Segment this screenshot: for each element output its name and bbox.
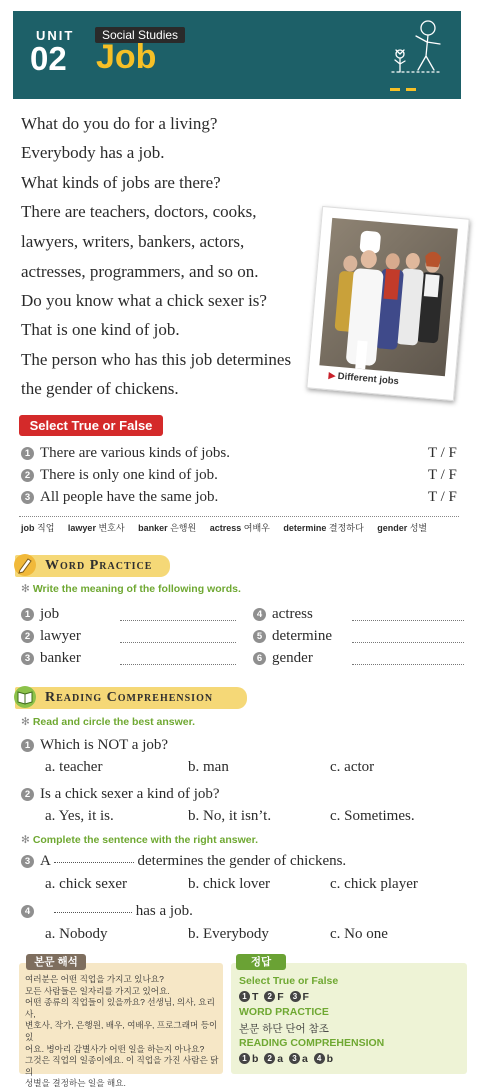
true-false-heading: Select True or False (19, 415, 163, 436)
fill-in-blank[interactable] (54, 912, 132, 913)
question: 4 has a job. (21, 903, 193, 920)
word-practice-answer: 본문 하단 단어 참조 (239, 1023, 329, 1035)
answer-option[interactable]: b. Everybody (188, 926, 269, 942)
vocab-item: job 직업 (21, 523, 55, 533)
word-item: 2 lawyer (21, 628, 81, 645)
answer-option[interactable]: a. chick sexer (45, 876, 128, 892)
photo-card (306, 206, 469, 401)
word-practice-heading: Word Practice (15, 555, 170, 577)
answer-option[interactable]: a. Nobody (45, 926, 108, 942)
passage-line: actresses, programmers, and so on. (21, 262, 259, 281)
number-badge: 4 (21, 905, 34, 918)
answer-blank[interactable] (352, 664, 464, 665)
answer-section-heading: WORD PRACTICE (239, 1006, 329, 1018)
answer-blank[interactable] (120, 642, 236, 643)
vocab-item: determine 결정하다 (283, 523, 364, 533)
unit-label: UNIT (36, 28, 75, 43)
passage-line: What kinds of jobs are there? (21, 173, 221, 192)
answer-option[interactable]: a. teacher (45, 759, 103, 775)
vocab-item: banker 은행원 (138, 523, 197, 533)
photo-caption: ▶Different jobs (328, 370, 400, 388)
passage-line: Everybody has a job. (21, 143, 165, 162)
answer-option[interactable]: c. actor (330, 759, 375, 775)
translation-tab: 본문 해석 (26, 954, 86, 970)
number-badge: 6 (253, 652, 266, 665)
tf-item: 3 All people have the same job. (21, 489, 218, 506)
question: 2 Is a chick sexer a kind of job? (21, 786, 220, 803)
number-badge: 3 (21, 652, 34, 665)
answer-blank[interactable] (352, 620, 464, 621)
number-badge: 2 (21, 469, 34, 482)
word-item: 6 gender (253, 650, 313, 667)
word-item: 1 job (21, 606, 59, 623)
pencil-icon (12, 552, 38, 578)
vocab-item: lawyer 변호사 (67, 523, 125, 533)
question: 1 Which is NOT a job? (21, 737, 168, 754)
tf-answer-choice[interactable]: T / F (428, 489, 457, 505)
passage-line: There are teachers, doctors, cooks, (21, 202, 257, 221)
tf-item: 2 There is only one kind of job. (21, 467, 218, 484)
answer-blank[interactable] (120, 664, 236, 665)
vocab-item: gender 성별 (377, 523, 428, 533)
tf-answers: 1 T 2 F 3 F (239, 991, 309, 1003)
answer-section-heading: Select True or False (239, 975, 339, 987)
number-badge: 3 (21, 491, 34, 504)
question: 3 A determines the gender of chickens. (21, 853, 346, 870)
number-badge: 5 (253, 630, 266, 643)
passage-line: the gender of chickens. (21, 379, 179, 398)
subject-badge: Social Studies (95, 27, 185, 43)
answer-option[interactable]: a. Yes, it is. (45, 808, 114, 824)
number-badge: 1 (21, 447, 34, 460)
vocabulary-list (21, 521, 438, 534)
page-title: Job (96, 38, 157, 76)
answer-option[interactable]: b. No, it isn’t. (188, 808, 272, 824)
answer-section-heading: READING COMPREHENSION (239, 1037, 385, 1049)
rc-instruction: ✻ Complete the sentence with the right answer. (21, 834, 259, 846)
tf-answer-choice[interactable]: T / F (428, 467, 457, 483)
tf-answer-choice[interactable]: T / F (428, 445, 457, 461)
vocab-item: actress 여배우 (209, 523, 270, 533)
word-practice-instruction: ✻ Write the meaning of the following words. (21, 583, 241, 595)
reading-comprehension-heading: Reading Comprehension (15, 687, 247, 709)
word-item: 4 actress (253, 606, 313, 623)
answer-option[interactable]: c. chick player (330, 876, 418, 892)
passage-line: The person who has this job determines (21, 350, 292, 369)
workers-photo (319, 218, 457, 376)
answer-key-tab: 정답 (236, 954, 286, 970)
answer-option[interactable]: c. Sometimes. (330, 808, 415, 824)
number-badge: 2 (21, 788, 34, 801)
book-icon (12, 684, 38, 710)
tf-item: 1 There are various kinds of jobs. (21, 445, 230, 462)
translation-text: 여러분은 어떤 직업을 가지고 있나요? 모든 사람들은 일자리를 가지고 있어요. 어떤 종류의 직업들이 있을까요? 선생님, 의사, 요리사, 변호사, 작가, 은행원, 배우, 여배우, 프로그래머 등이 있 어요. 병아리 감별사가 어떤 일을 하는지 아나요? 그것은 직업의 일종이에요. 이 직업을 가진 사람은 닭의 성별을 결정하는 일을 해요. (25, 974, 219, 1089)
number-badge: 1 (21, 608, 34, 621)
word-item: 3 banker (21, 650, 81, 667)
number-badge: 4 (253, 608, 266, 621)
answer-option[interactable]: c. No one (330, 926, 388, 942)
passage-line: That is one kind of job. (21, 320, 180, 339)
answer-blank[interactable] (352, 642, 464, 643)
number-badge: 2 (21, 630, 34, 643)
number-badge: 3 (21, 855, 34, 868)
unit-number: 02 (30, 40, 67, 77)
passage-line: Do you know what a chick sexer is? (21, 291, 267, 310)
passage-line: What do you do for a living? (21, 114, 218, 133)
rc-answers: 1 b 2 a 3 a 4 b (239, 1053, 333, 1065)
fill-in-blank[interactable] (54, 862, 134, 863)
answer-blank[interactable] (120, 620, 236, 621)
answer-option[interactable]: b. chick lover (188, 876, 271, 892)
passage-line: lawyers, writers, bankers, actors, (21, 232, 245, 251)
rc-instruction: ✻ Read and circle the best answer. (21, 716, 196, 728)
word-item: 5 determine (253, 628, 332, 645)
divider (19, 516, 459, 517)
stick-figure-doodle-icon (380, 14, 450, 94)
number-badge: 1 (21, 739, 34, 752)
answer-option[interactable]: b. man (188, 759, 229, 775)
